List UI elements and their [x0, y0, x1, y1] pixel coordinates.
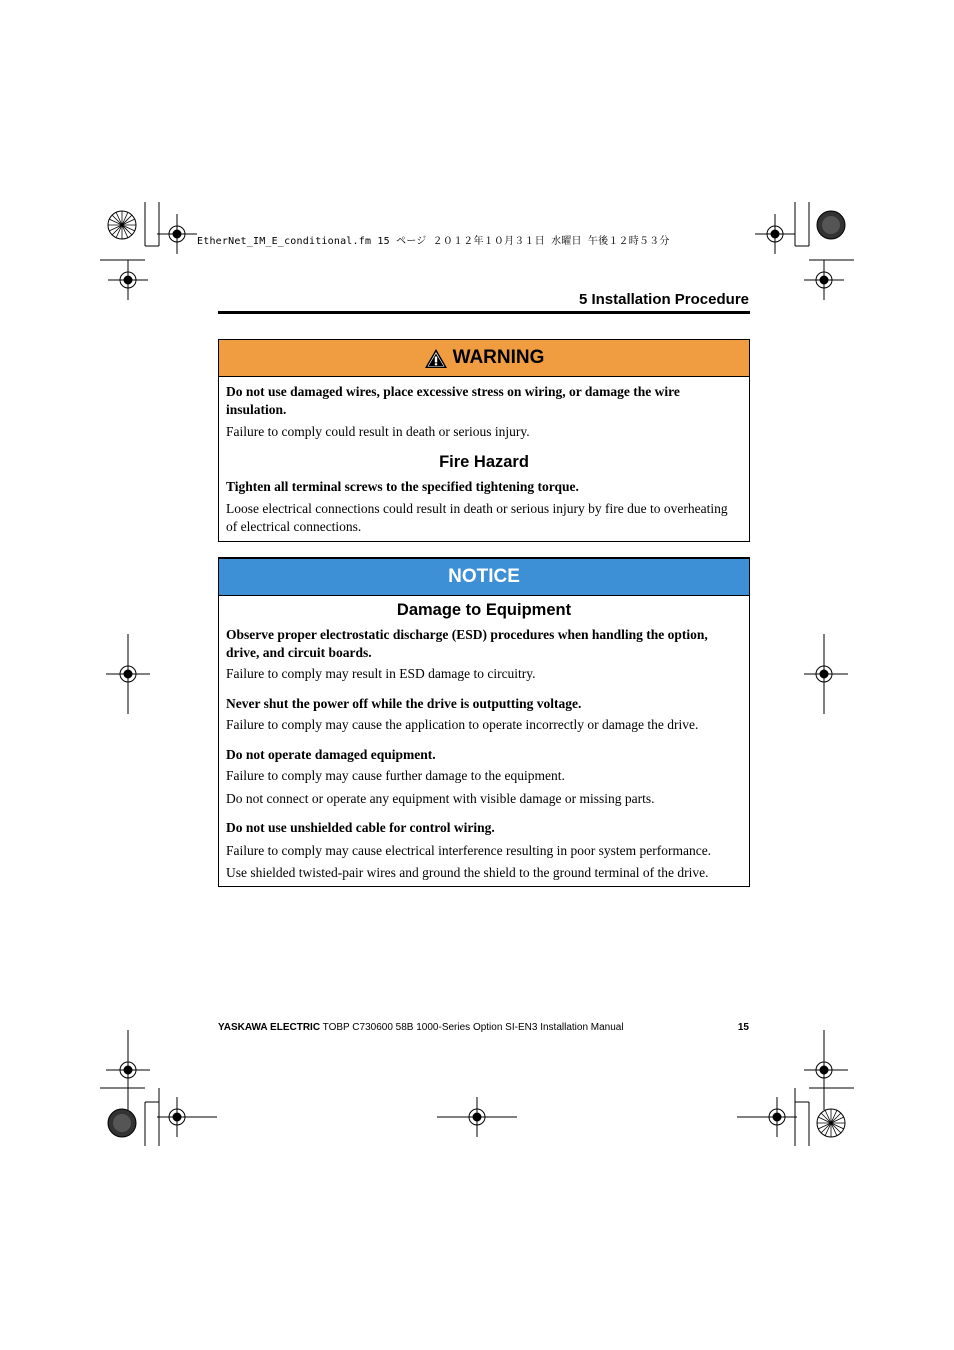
notice-item-text: Failure to comply may result in ESD damage to circuitry. — [226, 666, 536, 681]
notice-item-bold: Observe proper electrostatic discharge (ESD) procedures when handling the option, drive, and circuit boards. — [226, 627, 708, 660]
notice-item-bold: Never shut the power off while the drive is outputting voltage. — [226, 695, 582, 711]
registration-mark-icon — [106, 1030, 150, 1110]
registration-mark-icon — [804, 1030, 848, 1110]
notice-item-text: Use shielded twisted-pair wires and ground the shield to the ground terminal of the drive. — [226, 865, 709, 880]
warning-box — [218, 339, 750, 542]
fire-hazard-heading: Fire Hazard — [439, 452, 529, 471]
fire-hazard-text: Loose electrical connections could result in death or serious injury by fire due to overheating of electrical connections. — [226, 501, 728, 534]
starburst-target-icon — [816, 1108, 846, 1138]
warning-title: WARNING — [452, 347, 545, 368]
notice-header — [219, 558, 749, 596]
starburst-target-icon — [107, 1108, 137, 1138]
registration-mark-icon — [108, 260, 148, 300]
warning-triangle-icon — [424, 348, 448, 369]
notice-item-text: Failure to comply may cause the application to operate incorrectly or damage the drive. — [226, 717, 699, 732]
starburst-target-icon — [107, 210, 137, 240]
notice-heading: Damage to Equipment — [396, 601, 572, 619]
notice-item-bold: Do not use unshielded cable for control wiring. — [226, 820, 495, 835]
section-title: 5 Installation Procedure — [578, 291, 749, 308]
warning-item-text: Failure to comply could result in death or serious injury. — [226, 424, 530, 439]
notice-item-text: Failure to comply may cause electrical interference resulting in poor system performance. — [226, 842, 712, 858]
footer-doc-title: TOBP C730600 58B 1000-Series Option SI-EN3 Installation Manual — [320, 1022, 624, 1033]
fire-hazard-bold: Tighten all terminal screws to the specified tightening torque. — [226, 478, 579, 494]
notice-title: NOTICE — [448, 566, 520, 587]
registration-mark-icon — [157, 214, 197, 254]
warning-header — [219, 340, 749, 377]
registration-mark-icon — [755, 214, 795, 254]
notice-box — [218, 557, 750, 887]
registration-mark-icon — [804, 634, 848, 714]
notice-item-text: Do not connect or operate any equipment with visible damage or missing parts. — [226, 790, 655, 806]
registration-mark-icon — [804, 260, 844, 300]
registration-mark-icon — [437, 1097, 517, 1137]
starburst-target-icon — [816, 210, 846, 240]
section-rule — [218, 311, 750, 314]
footer — [218, 1022, 624, 1033]
registration-mark-icon — [157, 1097, 217, 1137]
notice-item-text: Failure to comply may cause further damage to the equipment. — [226, 768, 565, 783]
registration-mark-icon — [737, 1097, 797, 1137]
file-header: EtherNet_IM_E_conditional.fm 15 ページ ２０１２年１０月３１日 水曜日 午後１２時５３分 — [197, 236, 670, 247]
notice-item-bold: Do not operate damaged equipment. — [226, 746, 436, 762]
page-number: 15 — [737, 1022, 749, 1033]
warning-item-bold: Do not use damaged wires, place excessive stress on wiring, or damage the wire insulation. — [226, 384, 680, 417]
registration-mark-icon — [106, 634, 150, 714]
notice-body — [219, 596, 749, 886]
warning-body — [219, 377, 749, 541]
footer-brand: YASKAWA ELECTRIC — [218, 1022, 321, 1033]
